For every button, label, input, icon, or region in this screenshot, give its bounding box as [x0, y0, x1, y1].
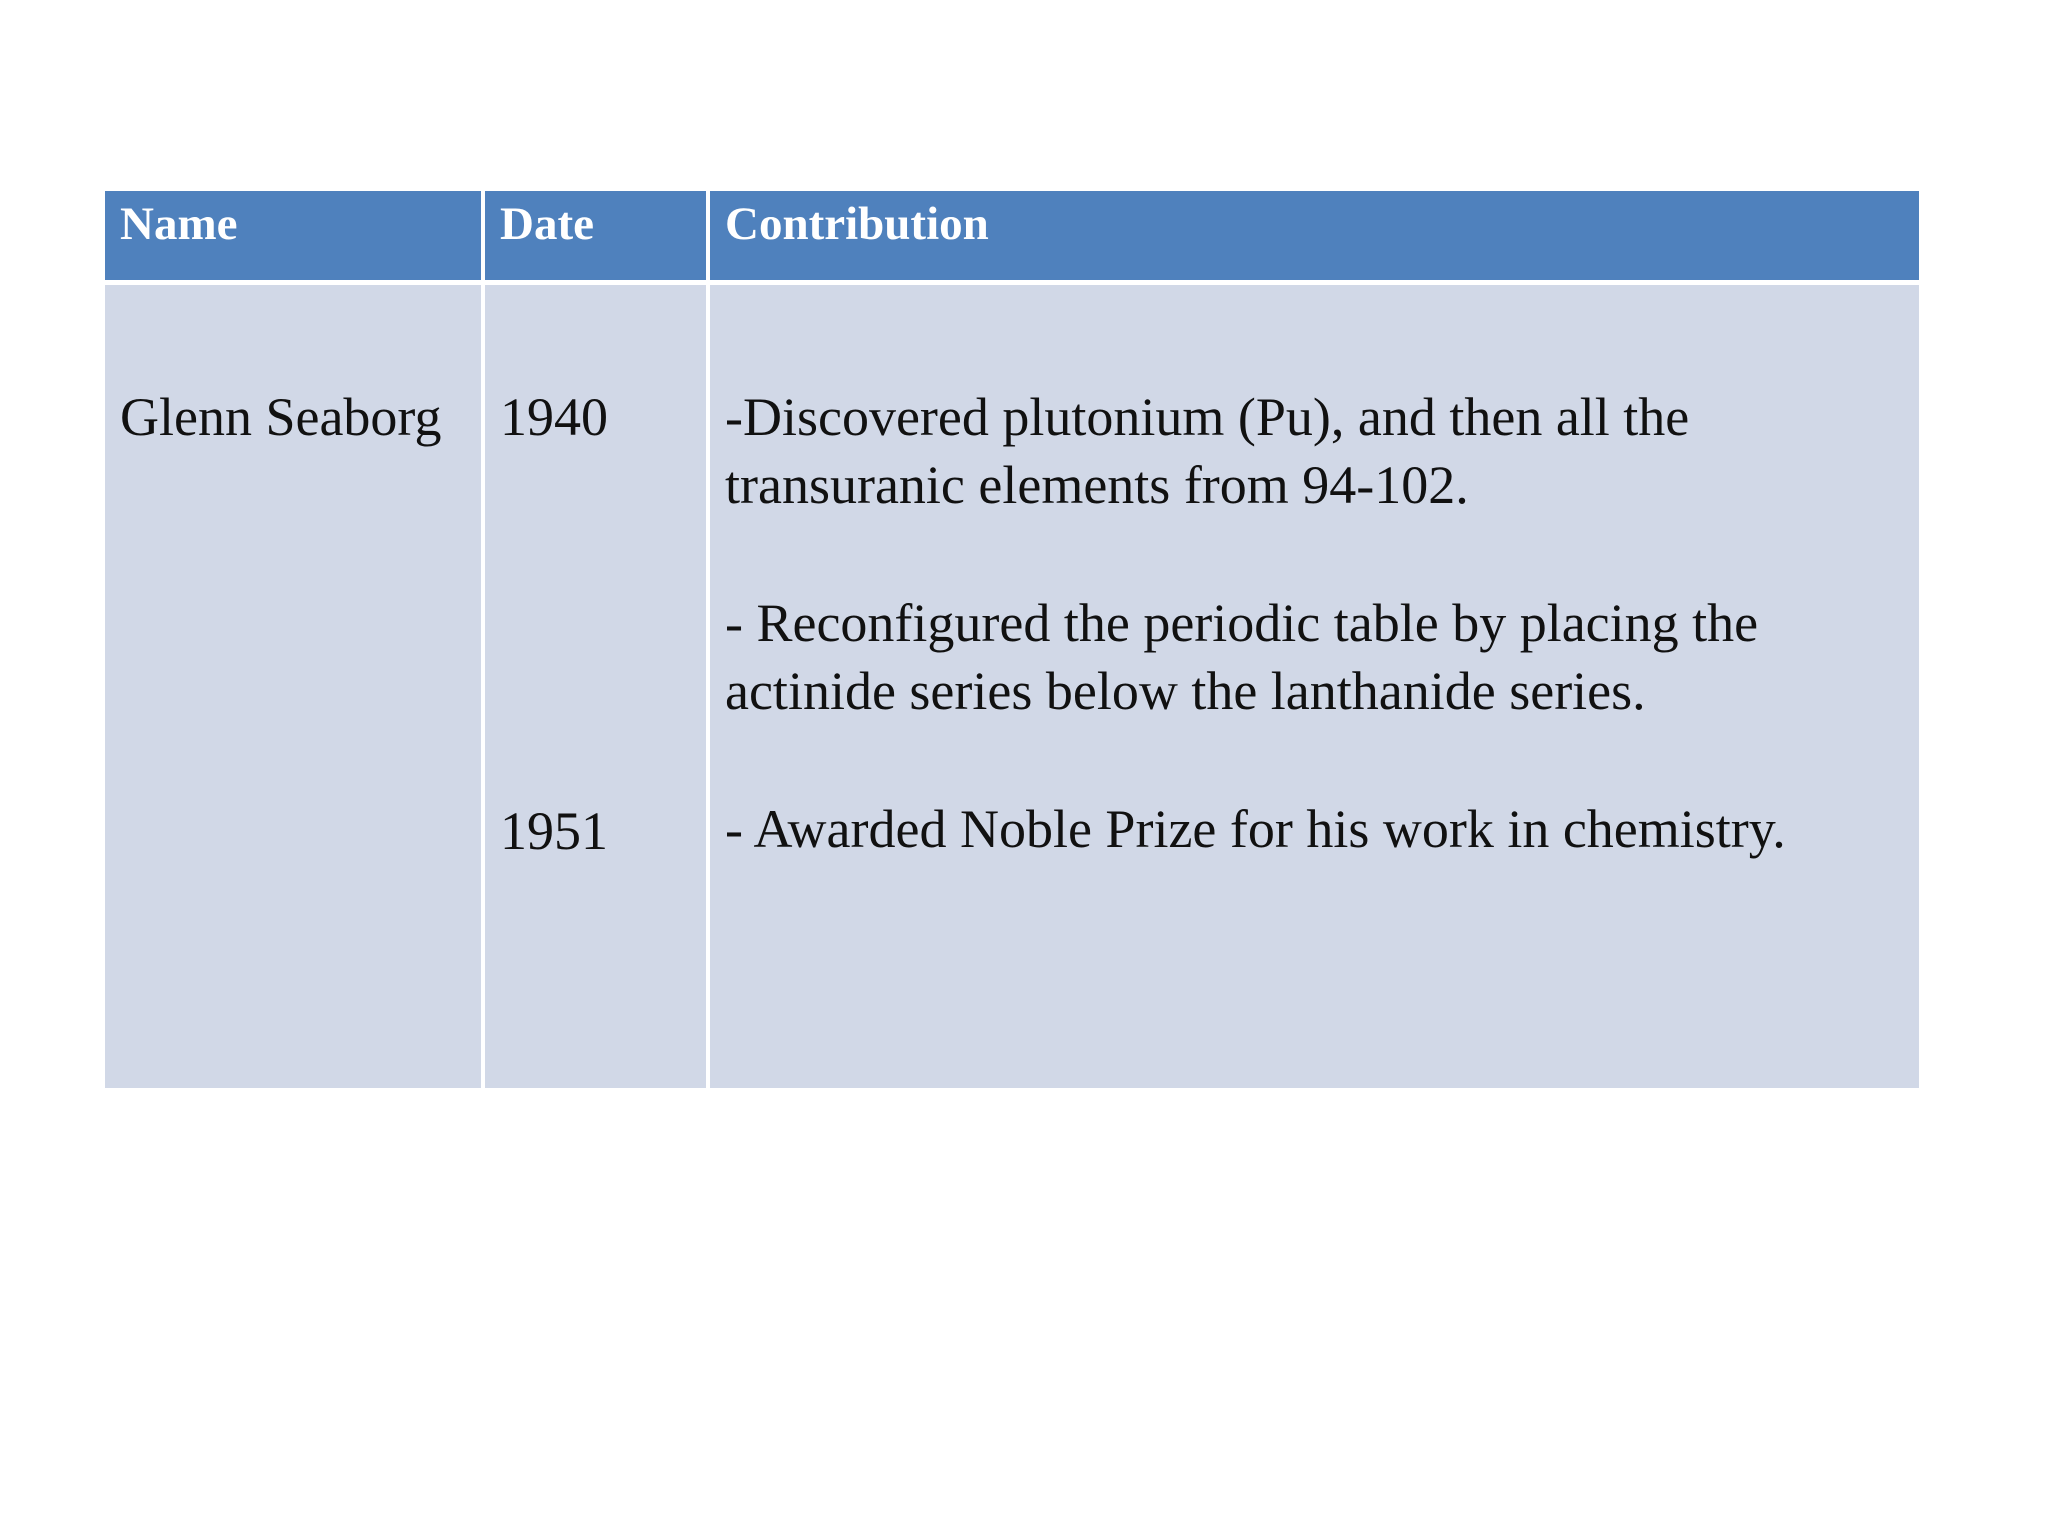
header-contribution: Contribution	[710, 191, 1919, 280]
scientist-name: Glenn Seaborg	[120, 387, 442, 447]
contribution-plutonium-line1: -Discovered plutonium (Pu), and then all the	[725, 387, 1690, 447]
header-date: Date	[485, 191, 706, 280]
contribution-plutonium-line2: transuranic elements from 94-102.	[725, 455, 1469, 515]
cell-date	[485, 285, 706, 1088]
header-name: Name	[105, 191, 481, 280]
cell-contribution	[710, 285, 1919, 1088]
contribution-periodic-table-line1: - Reconfigured the periodic table by placing the	[725, 593, 1759, 653]
contribution-nobel-prize-line1: - Awarded Noble Prize for his work in chemistry.	[725, 799, 1786, 859]
date-1940: 1940	[500, 387, 608, 447]
cell-name	[105, 285, 481, 1088]
contribution-periodic-table-line2: actinide series below the lanthanide series.	[725, 661, 1646, 721]
contribution-table	[105, 191, 1919, 1088]
date-1951: 1951	[500, 801, 608, 861]
